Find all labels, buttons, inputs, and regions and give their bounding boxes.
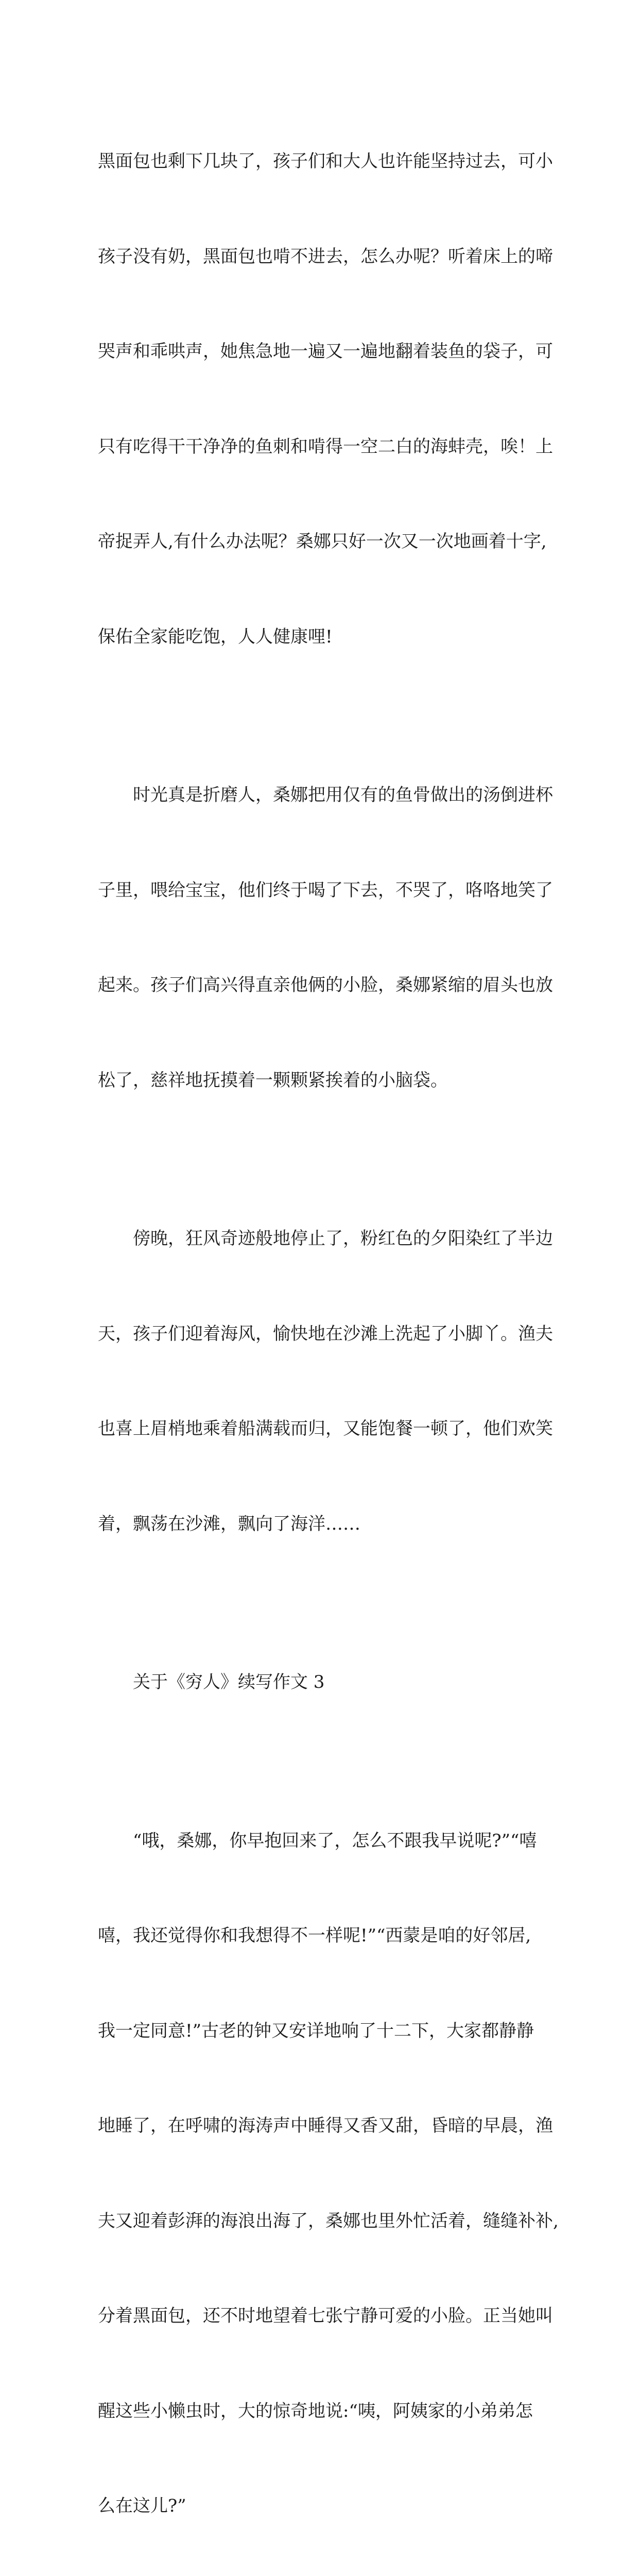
heading-line: 关于《穷人》续写作文 3 (98, 1667, 551, 1699)
text-line: 时光真是折磨人，桑娜把用仅有的鱼骨做出的汤倒进杯 (98, 779, 551, 811)
paragraph-1 (98, 82, 551, 716)
text-line: “哦，桑娜，你早抱回来了，怎么不跟我早说呢?”“嘻 (98, 1825, 551, 1857)
text-line: 保佑全家能吃饱，人人健康哩! (98, 621, 551, 653)
text-line: 哭声和乖哄声，她焦急地一遍又一遍地翻着装鱼的袋子，可 (98, 336, 551, 368)
text-line: 分着黑面包，还不时地望着七张宁静可爱的小脸。正当她叫 (98, 2300, 551, 2332)
text-line: 醒这些小懒虫时，大的惊奇地说:“咦，阿姨家的小弟弟怎 (98, 2396, 551, 2428)
text-line: 着，飘荡在沙滩，飘向了海洋…… (98, 1509, 551, 1540)
document-page (98, 82, 551, 2576)
paragraph-2 (98, 716, 551, 1160)
text-line: 只有吃得干干净净的鱼刺和啃得一空二白的海蚌壳，唉！上 (98, 431, 551, 463)
section-heading (98, 1603, 551, 1762)
text-line: 傍晚，狂风奇迹般地停止了，粉红色的夕阳染红了半边 (98, 1223, 551, 1255)
text-line: 天，孩子们迎着海风，愉快地在沙滩上洗起了小脚丫。渔夫 (98, 1318, 551, 1350)
text-line: 嘻，我还觉得你和我想得不一样呢!”“西蒙是咱的好邻居, (98, 1920, 551, 1952)
text-line: 黑面包也剩下几块了，孩子们和大人也许能坚持过去，可小 (98, 146, 551, 178)
text-line: 帝捉弄人,有什么办法呢？桑娜只好一次又一次地画着十字, (98, 526, 551, 558)
text-line: 我一定同意!”古老的钟又安详地响了十二下，大家都静静 (98, 2015, 551, 2047)
text-line: 也喜上眉梢地乘着船满载而归，又能饱餐一顿了，他们欢笑 (98, 1413, 551, 1445)
paragraph-5 (98, 1762, 551, 2576)
text-line: 夫又迎着彭湃的海浪出海了，桑娜也里外忙活着，缝缝补补, (98, 2206, 551, 2238)
text-line: 松了，慈祥地抚摸着一颗颗紧挨着的小脑袋。 (98, 1065, 551, 1097)
paragraph-3 (98, 1160, 551, 1603)
text-line: 么在这儿?” (98, 2490, 551, 2522)
text-line: 子里，喂给宝宝，他们终于喝了下去，不哭了，咯咯地笑了 (98, 875, 551, 907)
text-line: 地睡了，在呼啸的海涛声中睡得又香又甜，昏暗的早晨，渔 (98, 2110, 551, 2142)
text-line: 孩子没有奶，黑面包也啃不进去，怎么办呢？听着床上的啼 (98, 241, 551, 273)
text-line: 起来。孩子们高兴得直亲他俩的小脸，桑娜紧缩的眉头也放 (98, 970, 551, 1002)
